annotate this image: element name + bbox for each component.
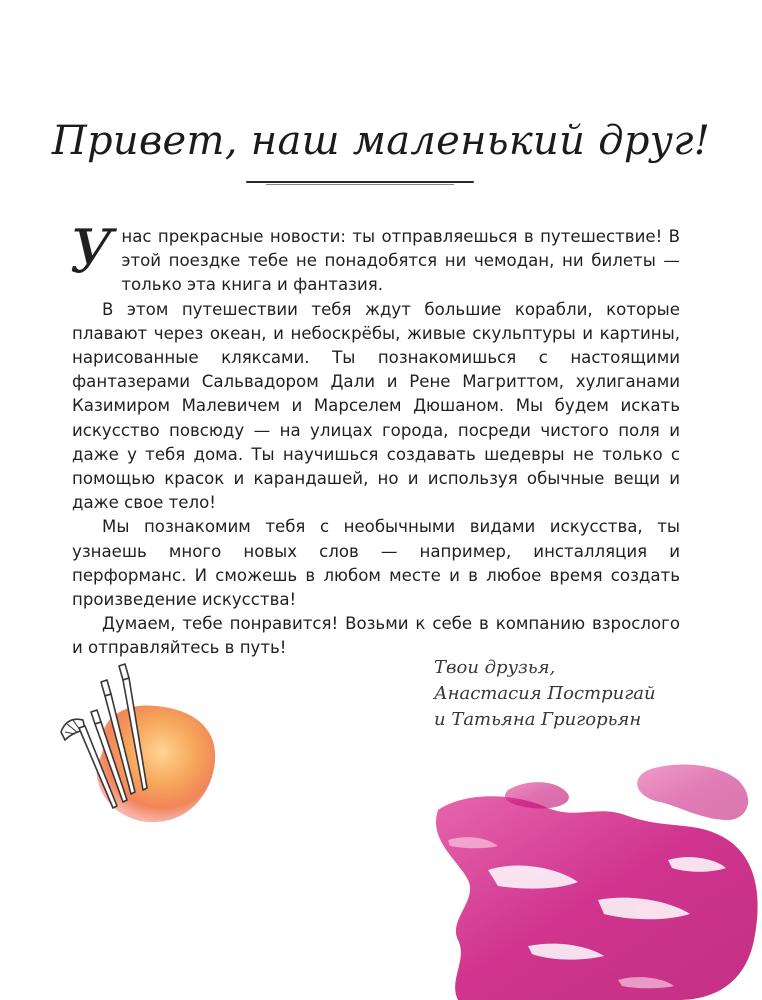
brush-1 — [119, 664, 129, 680]
paragraph-1 — [70, 217, 680, 298]
signature-line-3: и Татьяна Григорьян — [434, 709, 642, 730]
signature-line-2: Анастасия Постригай — [434, 683, 656, 704]
ink-splash-illustration — [428, 750, 762, 1000]
signature-line-1: Твои друзья, — [434, 657, 556, 678]
ink-blot-main — [436, 796, 758, 1000]
signature — [434, 655, 656, 733]
brush-2 — [101, 680, 111, 696]
paragraph-2: В этом путешествии тебя ждут большие корабли, которые плавают через океан, и небоскрёбы, живые скульптуры и картины, нарисованные кляксами. Ты познакомишься с настоящими фантазерами Сальвадором Дали и Рене Магриттом, хулиганами Казимиром Малевичем и Марселем Дюшаном. Мы будем искать искусство повсюду — на улицах города, посреди чистого поля и даже у тебя дома. Ты научишься создавать шедевры не только с помощью красок и карандашей, но и используя обычные вещи и даже свое тело! — [72, 299, 680, 513]
title-underline — [246, 181, 474, 183]
paragraph-4: Думаем, тебе понравится! Возьми к себе в компанию взрослого и отправляйтесь в путь! — [72, 614, 680, 658]
page-title: Привет, наш маленький друг! — [51, 118, 711, 164]
drop-cap: У — [70, 217, 114, 287]
paragraph-3: Мы познакомим тебя с необычными видами искусства, ты узнаешь много новых слов — например, инсталляция и перформанс. И сможешь в любом месте и в любое время создать произведение искусства! — [72, 517, 680, 610]
intro-text — [70, 217, 680, 661]
paint-brushes-illustration — [55, 660, 235, 830]
paragraph-1-text: нас прекрасные новости: ты отправляешься в путешествие! В этой поездке тебе не понадобятся ни чемодан, ни билеты — только эта книга и фантазия. — [121, 227, 680, 295]
